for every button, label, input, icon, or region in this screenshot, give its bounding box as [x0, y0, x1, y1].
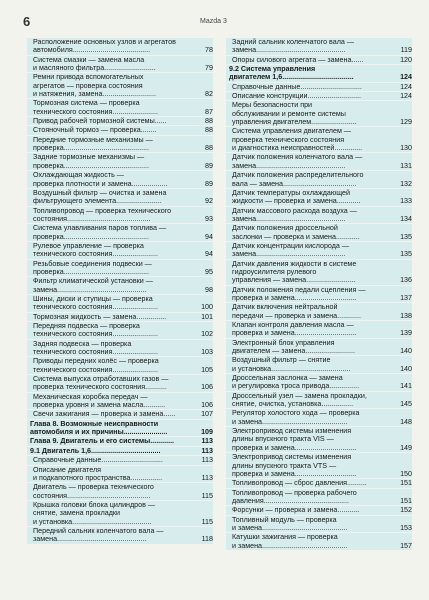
toc-entry — [27, 295, 213, 313]
toc-page-number: 157 — [400, 541, 412, 550]
toc-entry — [27, 126, 213, 135]
toc-entry-line: замена............................................. — [232, 161, 346, 170]
toc-entry-line: длины впускного тракта VIS — — [232, 435, 334, 444]
toc-page-number: 88 — [205, 126, 213, 135]
toc-entry-line: Справочные данные............................... — [232, 82, 362, 91]
toc-chapter — [27, 437, 213, 446]
toc-entry-line: технического состояния....................... — [33, 365, 158, 374]
toc-entry-line: замена............................................. — [33, 285, 147, 294]
toc-entry-line: Катушки зажигания — проверка — [232, 533, 338, 542]
toc-entry-line: управления двигателем....................... — [232, 118, 357, 127]
toc-entry-line: автомобиля....................................... — [33, 46, 151, 55]
toc-page-number: 140 — [400, 347, 412, 356]
toc-page-number: 113 — [201, 473, 213, 482]
toc-entry — [27, 242, 213, 260]
toc-entry — [226, 303, 412, 321]
toc-entry-line: проверка........................................... — [33, 267, 150, 276]
toc-page-number: 78 — [205, 46, 213, 55]
toc-page-number: 94 — [205, 250, 213, 259]
toc-entry-line: Привод рабочей тормозной системы...... — [33, 117, 167, 126]
toc-page-number: 79 — [205, 64, 213, 73]
toc-entry — [27, 99, 213, 117]
toc-entry — [27, 393, 213, 411]
toc-page-number: 136 — [400, 276, 412, 285]
toc-page-number: 151 — [400, 479, 412, 488]
toc-entry-line: заслонки — проверка и замена............ — [232, 232, 360, 241]
toc-page-number: 124 — [400, 92, 412, 101]
toc-page-number: 113 — [201, 437, 213, 446]
toc-page-number: 132 — [400, 179, 412, 188]
toc-page-number: 100 — [201, 303, 213, 312]
toc-entry-line: проверка........................................... — [33, 144, 150, 153]
toc-entry — [226, 56, 412, 65]
toc-entry — [27, 357, 213, 375]
toc-entry-line: Свечи зажигания — проверка и замена...... — [33, 410, 176, 419]
toc-entry-line: Задняя подвеска — проверка — [33, 339, 132, 348]
toc-page-number: 150 — [400, 469, 412, 478]
toc-entry-line: и замена........................................... — [232, 417, 348, 426]
toc-entry — [27, 153, 213, 171]
toc-page-number: 98 — [205, 285, 213, 294]
toc-entry — [226, 83, 412, 92]
toc-entry-line: Механическая коробка передач — — [33, 392, 148, 401]
toc-entry — [226, 339, 412, 357]
toc-page-number: 115 — [201, 517, 213, 526]
toc-entry-line: Топливопровод — проверка рабочего — [232, 488, 357, 497]
toc-entry-line: технического состояния....................... — [33, 107, 158, 116]
toc-entry-line: проверка плотности и замена.................. — [33, 179, 168, 188]
toc-entry-line: Система выпуска отработавших газов — — [33, 375, 169, 384]
toc-entry — [226, 479, 412, 488]
toc-entry-line: передачи — проверка и замена............ — [232, 311, 361, 320]
toc-entry-line: и установка........................................ — [33, 517, 152, 526]
toc-page-number: 113 — [201, 446, 213, 455]
toc-entry-line: проверка........................................... — [33, 232, 150, 241]
toc-entry-line: обслуживании и ремонте системы — [232, 109, 346, 118]
toc-column-right — [226, 38, 412, 551]
toc-page-number: 135 — [400, 250, 412, 259]
toc-entry-line: Воздушный фильтр — снятие — [232, 356, 331, 365]
toc-page-number: 120 — [400, 55, 412, 64]
toc-entry — [226, 409, 412, 427]
toc-page-number: 102 — [201, 330, 213, 339]
toc-entry — [27, 260, 213, 278]
toc-entry-line: Описание конструкции........................... — [232, 92, 362, 101]
toc-page-number: 113 — [201, 456, 213, 465]
toc-page-number: 94 — [205, 232, 213, 241]
toc-entry-line: жидкости — проверка и замена............ — [232, 197, 361, 206]
toc-entry — [226, 392, 412, 410]
toc-chapter — [27, 420, 213, 438]
toc-column-left — [27, 38, 213, 545]
toc-page-number: 103 — [201, 348, 213, 357]
toc-entry-line: проверка технического состояния........... — [33, 383, 167, 392]
toc-entry-line: Передний сальник коленчатого вала — — [33, 526, 164, 535]
toc-entry — [226, 374, 412, 392]
toc-entry — [27, 340, 213, 358]
toc-page-number: 124 — [400, 73, 412, 82]
toc-entry-line: Датчик температуры охлаждающей — [232, 188, 350, 197]
toc-entry — [27, 313, 213, 322]
toc-entry-line: Топливный модуль — проверка — [232, 515, 337, 524]
toc-entry — [226, 101, 412, 127]
toc-entry — [226, 260, 412, 286]
toc-entry-line: технического состояния....................... — [33, 330, 158, 339]
toc-entry — [27, 277, 213, 295]
toc-page-number: 137 — [400, 293, 412, 302]
toc-page-number: 105 — [201, 365, 213, 374]
toc-entry-line: Задние тормозные механизмы — — [33, 153, 145, 162]
toc-entry-line: управления — замена......................... — [232, 276, 356, 285]
toc-entry-line: технического состояния....................... — [33, 348, 158, 357]
toc-entry-line: давления........................................... — [232, 496, 350, 505]
toc-section — [226, 65, 412, 83]
toc-entry — [27, 207, 213, 225]
toc-entry-line: Дроссельный узел — замена прокладки, — [232, 391, 367, 400]
toc-entry-line: и масляного фильтра.......................... — [33, 64, 156, 73]
toc-page-number: 87 — [205, 107, 213, 116]
toc-entry-line: и натяжения, замена........................... — [33, 90, 156, 99]
toc-page-number: 119 — [400, 46, 412, 55]
toc-page-number: 124 — [400, 82, 412, 91]
toc-entry-line: Фильтр климатической установки — — [33, 277, 153, 286]
page-number: 6 — [23, 14, 31, 29]
toc-entry-line: проверка уровня и замена масла........... — [33, 401, 166, 410]
toc-page-number: 152 — [400, 506, 412, 515]
toc-entry-line: Глава 8. Возможные неисправности — [30, 419, 159, 428]
toc-entry-line: Датчик концентрации кислорода — — [232, 241, 349, 250]
toc-entry-line: Форсунки — проверка и замена........... — [232, 506, 360, 515]
toc-entry — [27, 189, 213, 207]
toc-entry-line: Клапан контроля давления масла — — [232, 321, 354, 329]
toc-page-number: 92 — [205, 197, 213, 206]
toc-entry — [226, 321, 412, 339]
toc-page-number: 141 — [400, 382, 412, 391]
toc-page-number: 88 — [205, 117, 213, 126]
toc-entry-line: Электропривод системы изменения — [232, 453, 352, 462]
toc-page-number: 101 — [201, 312, 213, 321]
toc-entry — [226, 153, 412, 171]
toc-entry-line: снятие, очистка, установка................ — [232, 400, 354, 409]
toc-entry-line: Датчик массового расхода воздуха — — [232, 206, 357, 215]
toc-entry — [226, 38, 412, 56]
toc-page-number: 133 — [400, 197, 412, 206]
toc-entry-line: состояния.......................................... — [33, 491, 151, 500]
toc-entry-line: двигателем 1,6.................................... — [229, 73, 354, 82]
toc-entry — [27, 171, 213, 189]
toc-entry-line: проверка и замена............................... — [232, 443, 357, 452]
toc-entry-line: и подкапотного пространства................ — [33, 473, 163, 482]
toc-page-number: 95 — [205, 267, 213, 276]
toc-entry — [27, 375, 213, 393]
toc-page-number: 89 — [205, 179, 213, 188]
toc-page-number: 135 — [400, 232, 412, 241]
toc-entry — [27, 527, 213, 545]
toc-entry-line: проверка технического состояния — [232, 135, 345, 144]
toc-entry-line: 9.2 Система управления — [229, 65, 316, 74]
toc-entry-line: и регулировка троса привода............... — [232, 382, 360, 391]
toc-entry-line: Справочные данные............................... — [33, 456, 163, 465]
toc-entry-line: замена............................................. — [33, 535, 147, 544]
toc-entry-line: технического состояния....................... — [33, 303, 158, 312]
toc-page-number: 109 — [201, 428, 213, 437]
toc-entry-line: Топливопровод — проверка технического — [33, 206, 172, 215]
toc-entry-line: Датчик включения нейтральной — [232, 303, 338, 312]
toc-entry-line: и замена........................................... — [232, 523, 348, 532]
toc-entry-line: Расположение основных узлов и агрегатов — [33, 38, 176, 46]
toc-entry-line: проверка и замена............................... — [232, 293, 357, 302]
toc-page-number: 138 — [400, 311, 412, 320]
toc-entry-line: проверка и замена............................... — [232, 469, 357, 478]
toc-page-number: 107 — [201, 410, 213, 419]
toc-entry-line: и установка........................................ — [232, 364, 351, 373]
toc-entry-line: Крышка головки блока цилиндров — — [33, 500, 156, 509]
toc-entry — [226, 207, 412, 225]
toc-entry-line: замена............................................. — [232, 46, 346, 55]
toc-entry — [27, 56, 213, 74]
toc-entry-line: Система управления двигателем — — [232, 127, 351, 136]
page-header — [0, 0, 429, 34]
toc-page-number: 140 — [400, 364, 412, 373]
toc-entry — [27, 322, 213, 340]
toc-page-number: 129 — [400, 118, 412, 127]
toc-entry — [27, 501, 213, 527]
toc-entry-line: Передние тормозные механизмы — — [33, 135, 153, 144]
toc-entry-line: Описание двигателя — [33, 465, 102, 474]
toc-entry — [226, 356, 412, 374]
toc-entry-line: технического состояния....................... — [33, 250, 158, 259]
toc-entry-line: Датчик положения коленчатого вала — — [232, 153, 363, 162]
toc-page-number: 149 — [400, 443, 412, 452]
toc-entry-line: состояния.......................................... — [33, 214, 151, 223]
toc-entry — [27, 117, 213, 126]
toc-entry — [27, 224, 213, 242]
toc-entry-line: Датчик давления жидкости в системе — [232, 259, 357, 268]
toc-entry-line: Глава 9. Двигатель и его системы............ — [30, 437, 175, 446]
toc-entry — [226, 453, 412, 479]
toc-entry-line: Передняя подвеска — проверка — [33, 322, 140, 330]
toc-page-number: 151 — [400, 496, 412, 505]
toc-page-number: 148 — [400, 417, 412, 426]
toc-page-number: 88 — [205, 144, 213, 153]
toc-entry-line: Датчик положения распределительного — [232, 171, 364, 180]
toc-entry-line: Тормозная система — проверка — [33, 99, 140, 108]
toc-entry — [226, 489, 412, 507]
toc-entry — [27, 466, 213, 484]
toc-page-number: 134 — [400, 214, 412, 223]
toc-entry-line: двигателем — замена......................... — [232, 347, 355, 356]
toc-section — [27, 447, 213, 456]
toc-entry-line: 9.1 Двигатель 1,6................................... — [30, 446, 161, 455]
toc-entry-line: Стояночный тормоз — проверка........ — [33, 126, 157, 135]
toc-entry-line: Датчик положения педали сцепления — — [232, 285, 366, 294]
toc-page-number: 82 — [205, 90, 213, 99]
toc-entry-line: Рулевое управление — проверка — [33, 241, 144, 250]
toc-entry-line: Приводы передних колёс — проверка — [33, 357, 159, 366]
toc-page-number: 153 — [400, 523, 412, 532]
toc-entry-line: и диагностика неисправностей.............. — [232, 144, 363, 153]
toc-entry-line: Дроссельная заслонка — замена — [232, 374, 343, 383]
toc-entry-line: замена............................................. — [232, 214, 346, 223]
toc-entry — [226, 242, 412, 260]
book-title: Mazda 3 — [200, 18, 227, 25]
toc-entry-line: Топливопровод — сброс давления.......... — [232, 479, 367, 488]
toc-entry-line: фильтрующего элемента....................... — [33, 197, 162, 206]
toc-entry — [226, 171, 412, 189]
toc-entry — [226, 286, 412, 304]
toc-page-number: 93 — [205, 214, 213, 223]
toc-entry-line: агрегатов — проверка состояния — [33, 81, 143, 90]
toc-page-number: 145 — [400, 400, 412, 409]
toc-entry-line: замена............................................. — [232, 250, 346, 259]
toc-entry-line: Система смазки — замена масла — [33, 55, 145, 64]
toc-entry — [27, 38, 213, 56]
toc-page-number: 106 — [201, 383, 213, 392]
toc-page-number: 118 — [201, 535, 213, 544]
toc-entry — [27, 136, 213, 154]
toc-entry-line: Задний сальник коленчатого вала — — [232, 38, 354, 46]
toc-entry-line: гидроусилителя рулевого — [232, 267, 317, 276]
toc-entry-line: Двигатель — проверка технического — [33, 483, 154, 492]
toc-entry-line: Опоры силового агрегата — замена...... — [232, 55, 364, 64]
toc-page-number: 115 — [201, 491, 213, 500]
toc-entry-line: вала — замена..................................... — [232, 179, 357, 188]
toc-entry-line: Шины, диски и ступицы — проверка — [33, 294, 153, 303]
toc-entry — [226, 506, 412, 515]
toc-entry-line: Электропривод системы изменения — [232, 427, 352, 436]
toc-entry-line: длины впускного тракта VTS — — [232, 461, 337, 470]
toc-entry — [226, 92, 412, 101]
toc-entry — [226, 427, 412, 453]
toc-entry — [226, 189, 412, 207]
toc-entry-line: проверка и замена............................... — [232, 329, 357, 338]
toc-page-number: 131 — [400, 161, 412, 170]
toc-page-number: 106 — [201, 401, 213, 410]
toc-entry-line: Охлаждающая жидкость — — [33, 171, 124, 180]
toc-entry-line: Электронный блок управления — [232, 338, 335, 347]
toc-entry — [27, 456, 213, 465]
toc-page-number: 130 — [400, 144, 412, 153]
toc-entry — [27, 73, 213, 99]
toc-entry-line: автомобиля и их причины...................... — [30, 428, 168, 437]
toc-entry — [226, 127, 412, 153]
toc-entry — [226, 224, 412, 242]
toc-entry-line: Тормозная жидкость — замена............... — [33, 312, 167, 321]
toc-entry-line: Меры безопасности при — [232, 101, 313, 110]
toc-entry-line: Регулятор холостого хода — проверка — [232, 409, 360, 418]
toc-entry-line: Датчик положения дроссельной — [232, 224, 338, 233]
toc-entry-line: Система улавливания паров топлива — — [33, 224, 167, 233]
toc-entry-line: проверка........................................... — [33, 161, 150, 170]
toc-page-number: 139 — [400, 329, 412, 338]
toc-entry-line: снятие, замена прокладки — [33, 509, 121, 518]
toc-entry — [226, 516, 412, 534]
toc-entry — [226, 533, 412, 551]
toc-entry-line: и замена........................................... — [232, 541, 348, 550]
toc-entry — [27, 483, 213, 501]
toc-entry-line: Резьбовые соединения подвески — — [33, 259, 152, 268]
toc-page-number: 89 — [205, 161, 213, 170]
toc-entry — [27, 410, 213, 419]
toc-entry-line: Ремни привода вспомогательных — [33, 73, 144, 82]
toc-entry-line: Воздушный фильтр — очистка и замена — [33, 188, 167, 197]
